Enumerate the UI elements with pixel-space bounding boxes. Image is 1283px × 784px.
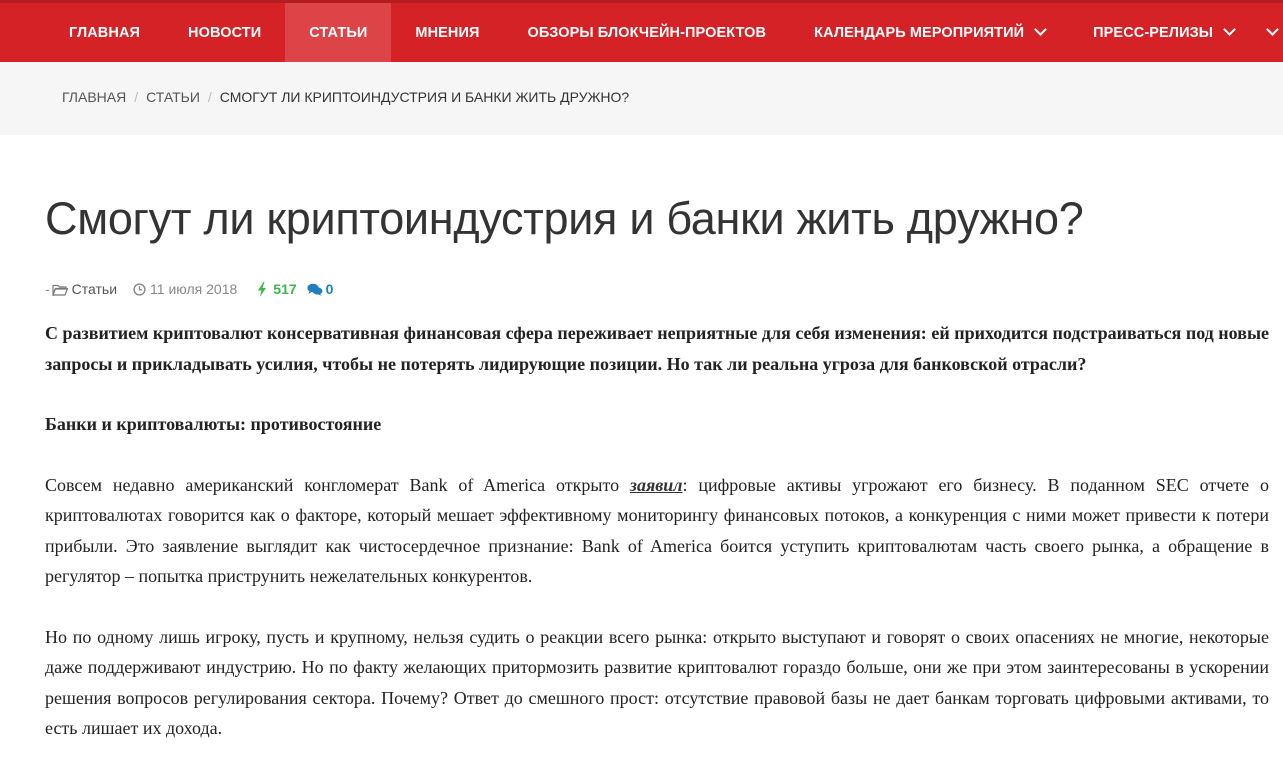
- meta-views: [257, 281, 296, 297]
- folder-icon: [52, 283, 68, 296]
- nav-item-opinions[interactable]: [391, 3, 503, 62]
- lightning-icon: [257, 282, 267, 297]
- nav-item-press-releases[interactable]: [1069, 3, 1258, 62]
- top-navigation-bar: [0, 0, 1283, 62]
- article-lead: С развитием криптовалют консервативная финансовая сфера переживает неприятные для себя изменения: ей приходится подстраиваться под новые запросы и прикладывать усилия, чтобы не потерять лидирующие позиции. Но так ли реальна угроза для банковской отрасли?: [45, 323, 1269, 374]
- nav-item-label: ОБЗОРЫ БЛОКЧЕЙН-ПРОЕКТОВ: [527, 24, 767, 41]
- article-paragraph: Но по одному лишь игроку, пусть и крупному, нельзя судить о реакции всего рынка: открыто выступают и говорят о своих опасениях не многие, некоторые даже поддерживают индустрию. Но по факту желающих притормозить развитие криптовалют гораздо больше, они же при этом заинтересованы в ускорении решения вопросов регулирования сектора. Почему? Ответ до смешного прост: отсутствие правовой базы не дает банкам торговать цифровыми активами, то есть лишает их дохода.: [45, 626, 1269, 738]
- meta-comments-count: 0: [325, 281, 334, 297]
- comments-icon: [307, 283, 323, 296]
- paragraph-text: Совсем недавно американский конгломерат Bank of America открыто: [45, 474, 630, 495]
- nav-item-articles[interactable]: [285, 3, 391, 62]
- breadcrumb-bar: [0, 62, 1283, 135]
- paragraph-text: : цифровые активы угрожают его бизнесу. В поданном SEC отчете о криптовалютах говорится как о факторе, который мешает эффективному мониторингу финансовых потоков, а конкуренция с ними может привести к потери прибыли. Это заявление выглядит как чистосердечное признание: Bank of America боится уступить криптовалютам часть своего рынка, а обращение в регулятор – попытка приструнить нежелательных конкурентов.: [45, 474, 1269, 586]
- clock-icon: [133, 283, 146, 296]
- breadcrumb-current: СМОГУТ ЛИ КРИПТОИНДУСТРИЯ И БАНКИ ЖИТЬ ДРУЖНО?: [219, 89, 630, 105]
- meta-date: [133, 281, 237, 297]
- meta-comments[interactable]: [307, 281, 334, 297]
- chevron-down-icon: [1266, 23, 1279, 36]
- article-subheading: Банки и криптовалюты: противостояние: [45, 414, 382, 434]
- nav-item-label: КАЛЕНДАРЬ МЕРОПРИЯТИЙ: [814, 24, 1025, 41]
- breadcrumb-home-link[interactable]: ГЛАВНАЯ: [62, 89, 127, 105]
- nav-item-label: СТАТЬИ: [309, 24, 368, 41]
- nav-overflow-edge[interactable]: [1268, 3, 1277, 62]
- article-paragraph: [45, 470, 1269, 592]
- breadcrumb-separator: /: [134, 89, 139, 105]
- meta-views-count: 517: [273, 281, 297, 297]
- article-body: [45, 318, 1269, 744]
- nav-item-events-calendar[interactable]: [790, 3, 1069, 62]
- breadcrumb-separator: /: [207, 89, 212, 105]
- breadcrumb: [62, 89, 629, 105]
- nav-item-label: НОВОСТИ: [188, 24, 262, 41]
- nav-item-label: ПРЕСС-РЕЛИЗЫ: [1093, 24, 1214, 41]
- nav-item-label: ГЛАВНАЯ: [69, 24, 141, 41]
- breadcrumb-section-link[interactable]: СТАТЬИ: [146, 89, 200, 105]
- meta-dash: -: [45, 281, 50, 297]
- nav-item-blockchain-reviews[interactable]: [504, 3, 791, 62]
- article-inline-link[interactable]: заявил: [629, 474, 683, 495]
- meta-category-link[interactable]: Статьи: [71, 281, 118, 297]
- main-nav: [45, 3, 1258, 62]
- nav-item-label: МНЕНИЯ: [415, 24, 480, 41]
- article-meta: [45, 281, 333, 297]
- nav-item-news[interactable]: [164, 3, 285, 62]
- chevron-down-icon: [1223, 23, 1236, 36]
- nav-item-home[interactable]: [45, 3, 164, 62]
- chevron-down-icon: [1034, 23, 1047, 36]
- page-title: Смогут ли криптоиндустрия и банки жить дружно?: [45, 193, 1084, 244]
- meta-date-text: 11 июля 2018: [150, 281, 238, 297]
